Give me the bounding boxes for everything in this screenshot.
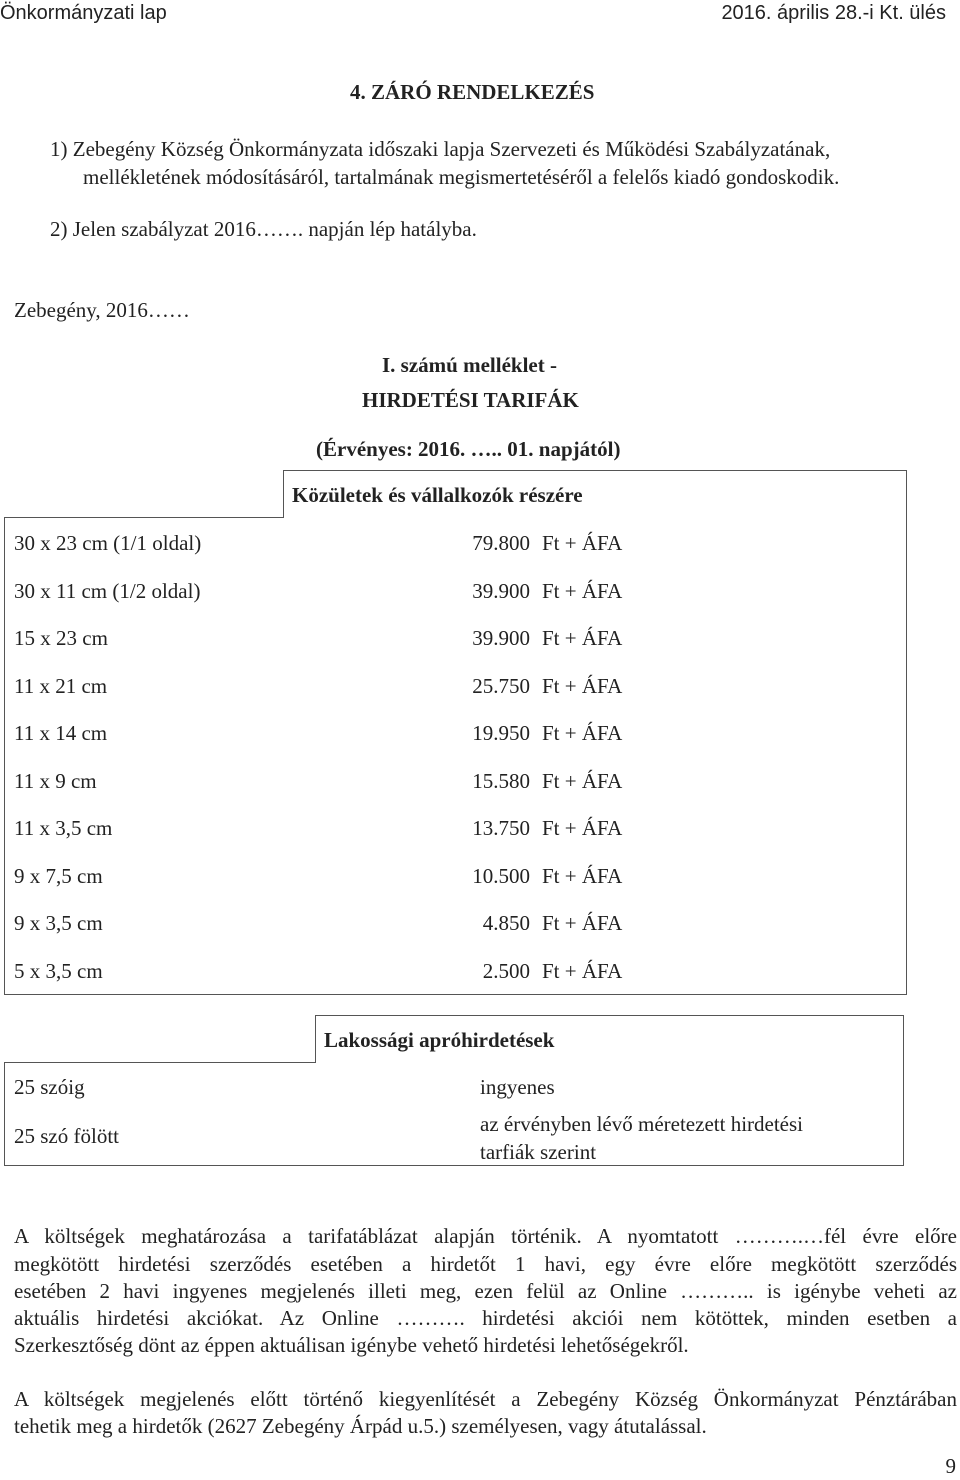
place-date: Zebegény, 2016…… bbox=[14, 298, 190, 322]
table1-row-price: 39.900 bbox=[472, 579, 530, 603]
annex-title: I. számú melléklet - bbox=[382, 353, 557, 377]
paragraph-1-line-4: aktuális hirdetési akciókat. Az Online ………. hirdetési akciói nem kötöttek, minden esetben a bbox=[14, 1306, 957, 1330]
table1-row-price: 15.580 bbox=[472, 769, 530, 793]
table2-row-value: az érvényben lévő méretezett hirdetési bbox=[480, 1112, 803, 1136]
table2-bottom bbox=[4, 1165, 904, 1166]
table1-row-unit: Ft + ÁFA bbox=[542, 721, 623, 745]
section-title: 4. ZÁRÓ RENDELKEZÉS bbox=[350, 80, 595, 104]
clause-1-line-1: 1) Zebegény Község Önkormányzata időszaki lapja Szervezeti és Működési Szabályzatának, bbox=[50, 137, 831, 161]
table1-row-unit: Ft + ÁFA bbox=[542, 674, 623, 698]
table1-header-left bbox=[283, 470, 284, 517]
header-session-date: 2016. április 28.-i Kt. ülés bbox=[721, 2, 946, 24]
table1-header: Közületek és vállalkozók részére bbox=[292, 483, 583, 507]
annex-validity: (Érvényes: 2016. ….. 01. napjától) bbox=[316, 437, 621, 461]
table1-row-price: 39.900 bbox=[472, 626, 530, 650]
table1-row-price: 79.800 bbox=[472, 531, 530, 555]
header-publication: Önkormányzati lap bbox=[0, 2, 167, 24]
table2-left bbox=[4, 1062, 5, 1166]
table1-right bbox=[906, 470, 907, 995]
table1-row-size: 11 x 3,5 cm bbox=[14, 816, 113, 840]
table2-row-value-cont: tarfiák szerint bbox=[480, 1140, 597, 1164]
table2-top bbox=[4, 1062, 316, 1063]
paragraph-1-line-2: megkötött hirdetési szerződés esetében a hirdetőt 1 havi, egy évre előre megkötött szerződés bbox=[14, 1252, 957, 1276]
table1-row-size: 11 x 9 cm bbox=[14, 769, 97, 793]
table1-row-unit: Ft + ÁFA bbox=[542, 864, 623, 888]
table1-row-size: 30 x 11 cm (1/2 oldal) bbox=[14, 579, 201, 603]
table2-header-top bbox=[315, 1015, 904, 1016]
paragraph-1-line-1: A költségek meghatározása a tarifatáblázat alapján történik. A nyomtatott ……….…fél évre előre bbox=[14, 1224, 957, 1248]
table1-row-price: 10.500 bbox=[472, 864, 530, 888]
table1-row-price: 2.500 bbox=[482, 959, 530, 983]
table1-row-price: 13.750 bbox=[472, 816, 530, 840]
clause-2: 2) Jelen szabályzat 2016……. napján lép hatályba. bbox=[50, 217, 477, 241]
table1-bottom bbox=[4, 994, 907, 995]
clause-1-line-2: mellékletének módosításáról, tartalmának megismertetéséről a felelős kiadó gondoskodik. bbox=[83, 165, 840, 189]
table2-row-value: ingyenes bbox=[480, 1075, 555, 1099]
table1-row-price: 25.750 bbox=[472, 674, 530, 698]
table1-row-unit: Ft + ÁFA bbox=[542, 911, 623, 935]
table1-row-size: 11 x 14 cm bbox=[14, 721, 108, 745]
paragraph-2-line-2: tehetik meg a hirdetők (2627 Zebegény Árpád u.5.) személyesen, vagy átutalással. bbox=[14, 1414, 707, 1438]
table2-header-left bbox=[315, 1015, 316, 1062]
page-number: 9 bbox=[945, 1454, 956, 1478]
table1-header-top bbox=[283, 470, 907, 471]
table1-row-unit: Ft + ÁFA bbox=[542, 626, 623, 650]
table1-row-size: 5 x 3,5 cm bbox=[14, 959, 103, 983]
table1-row-size: 9 x 3,5 cm bbox=[14, 911, 103, 935]
table2-right bbox=[903, 1015, 904, 1166]
table1-row-size: 9 x 7,5 cm bbox=[14, 864, 103, 888]
table1-row-unit: Ft + ÁFA bbox=[542, 816, 623, 840]
table1-row-unit: Ft + ÁFA bbox=[542, 959, 623, 983]
table1-row-size: 11 x 21 cm bbox=[14, 674, 108, 698]
table1-row-unit: Ft + ÁFA bbox=[542, 579, 623, 603]
annex-subtitle: HIRDETÉSI TARIFÁK bbox=[362, 388, 579, 412]
table1-row-unit: Ft + ÁFA bbox=[542, 769, 623, 793]
paragraph-1-line-3: esetében 2 havi ingyenes megjelenés illeti meg, ezen felül az Online ……….. is igénybe veheti az bbox=[14, 1279, 957, 1303]
table2-header: Lakossági apróhirdetések bbox=[324, 1028, 555, 1052]
table2-row-label: 25 szóig bbox=[14, 1075, 85, 1099]
table1-left bbox=[4, 517, 5, 995]
table1-row-unit: Ft + ÁFA bbox=[542, 531, 623, 555]
paragraph-1-line-5: Szerkesztőség dönt az éppen aktuálisan igénybe vehető hirdetési lehetőségekről. bbox=[14, 1333, 689, 1357]
table1-row-price: 4.850 bbox=[482, 911, 530, 935]
table1-row-size: 15 x 23 cm bbox=[14, 626, 108, 650]
table1-row-price: 19.950 bbox=[472, 721, 530, 745]
table1-top bbox=[4, 517, 284, 518]
paragraph-2-line-1: A költségek megjelenés előtt történő kiegyenlítését a Zebegény Község Önkormányzat Pénztárában bbox=[14, 1387, 957, 1411]
table1-row-size: 30 x 23 cm (1/1 oldal) bbox=[14, 531, 202, 555]
table2-row-label: 25 szó fölött bbox=[14, 1124, 119, 1148]
